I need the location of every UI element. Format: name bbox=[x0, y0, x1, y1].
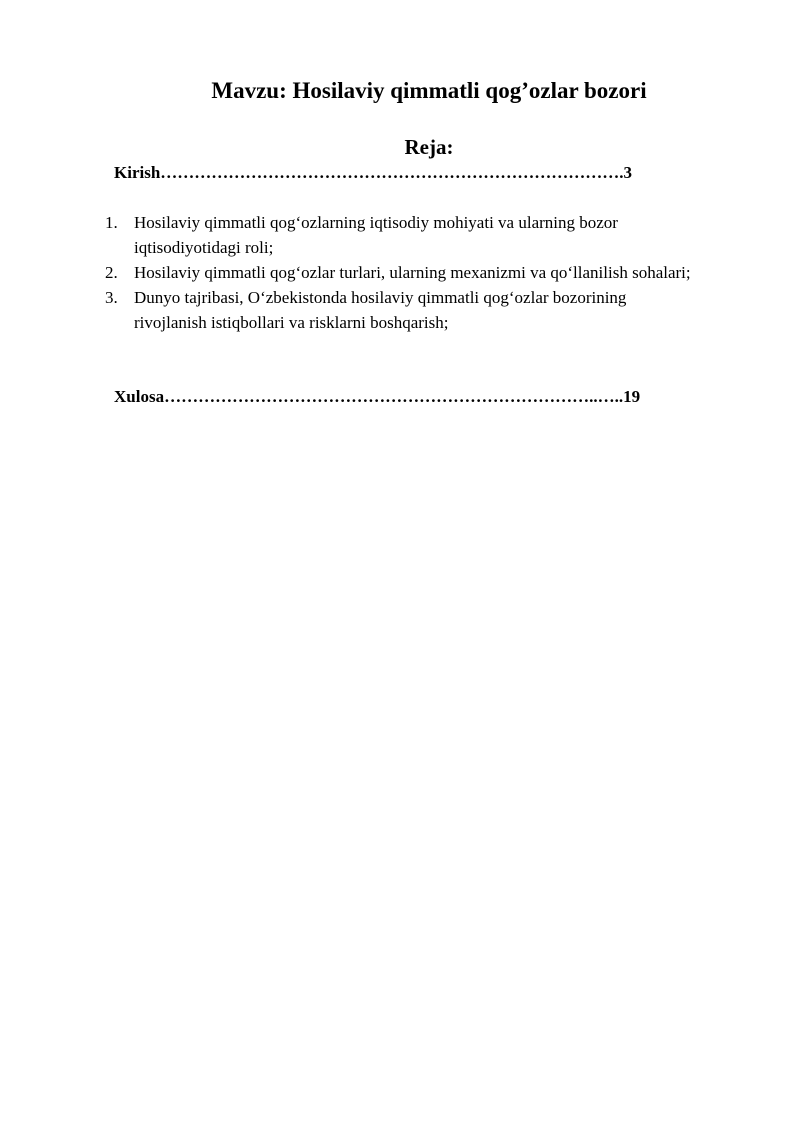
plan-item-text: Dunyo tajribasi, O‘zbekistonda hosilaviy qimmatli qog‘ozlar bozorining rivojlanish istiqbollari va risklarni boshqarish; bbox=[134, 288, 627, 332]
plan-item bbox=[105, 285, 695, 335]
plan-heading: Reja: bbox=[404, 135, 454, 159]
toc-entry-intro: Kirish……………………………………………………………………….3 bbox=[114, 163, 633, 182]
plan-item-number: 1. bbox=[105, 213, 118, 232]
plan-item bbox=[105, 260, 695, 285]
plan-item-number: 2. bbox=[105, 263, 118, 282]
toc-entry-conclusion: Xulosa…………………………………………………………………..…..19 bbox=[114, 387, 641, 406]
plan-item bbox=[105, 210, 695, 260]
document-title: Mavzu: Hosilaviy qimmatli qog’ozlar bozori bbox=[211, 78, 647, 103]
plan-list bbox=[105, 210, 695, 335]
plan-item-text: Hosilaviy qimmatli qog‘ozlar turlari, ularning mexanizmi va qo‘llanilish sohalari; bbox=[134, 263, 691, 282]
plan-item-text: Hosilaviy qimmatli qog‘ozlarning iqtisodiy mohiyati va ularning bozor iqtisodiyotidagi roli; bbox=[134, 213, 618, 257]
plan-item-number: 3. bbox=[105, 288, 118, 307]
